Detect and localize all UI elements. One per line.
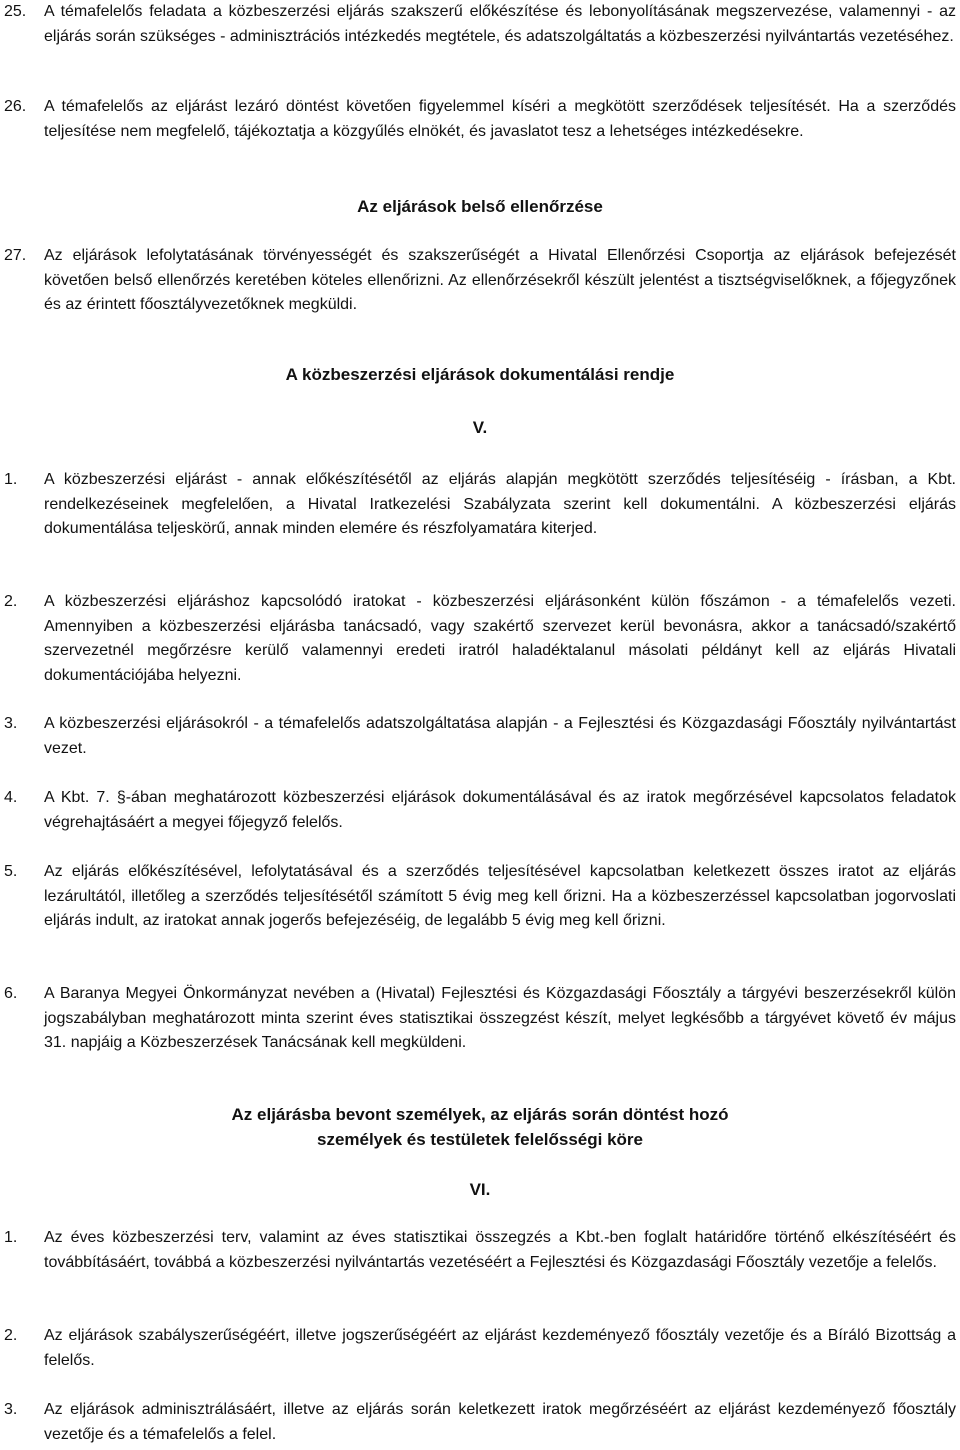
- section-heading-documentation: A közbeszerzési eljárások dokumentálási rendje: [285, 365, 675, 384]
- section-heading-responsibility-line-1: Az eljárásba bevont személyek, az eljárás során döntést hozó: [231, 1105, 729, 1124]
- paragraph-text: Az eljárások szabályszerűségéért, illetve jogszerűségéért az eljárást kezdeményező főosztály vezetője és a Bíráló Bizottság a felelős.: [44, 1327, 956, 1369]
- paragraph-text: A közbeszerzési eljárásokról - a témafelelős adatszolgáltatása alapján - a Fejlesztési és Közgazdasági Főosztály nyilvántartást vezet.: [44, 715, 956, 757]
- paragraph-text: A közbeszerzési eljáráshoz kapcsolódó iratokat - közbeszerzési eljárásonként külön főszámon - a témafelelős vezeti. Amennyiben a közbeszerzési eljárásba tanácsadó, vagy szakértő szervezet kerül bevonásra, akkor a tanácsadó/szakértő szervezetnél megőrzésre kerülő valamennyi eredeti iratról haladéktalanul másolati példányt kell az eljárás Hivatali dokumentációjába helyezni.: [44, 593, 956, 684]
- paragraph-text: Az éves közbeszerzési terv, valamint az éves statisztikai összegzés a Kbt.-ben foglalt határidőre történő elkészítéséért és továbbításáért, továbbá a közbeszerzési nyilvántartás vezetéséért a Fejlesztési és Közgazdasági Főosztály vezetője a felelős.: [44, 1229, 956, 1271]
- paragraph-number: 1.: [4, 1229, 18, 1246]
- section-heading-internal-audit: Az eljárások belső ellenőrzése: [357, 197, 603, 216]
- paragraph-text: A témafelelős az eljárást lezáró döntést követően figyelemmel kíséri a megkötött szerződések teljesítését. Ha a szerződés teljesítése nem megfelelő, tájékoztatja a közgyűlés elnökét, és javaslatot tesz a lehetséges intézkedésekre.: [44, 98, 956, 140]
- paragraph-number: 26.: [4, 98, 27, 115]
- chapter-number-v: V.: [472, 418, 488, 437]
- paragraph-text: A Kbt. 7. §-ában meghatározott közbeszerzési eljárások dokumentálásával és az iratok megőrzésével kapcsolatos feladatok végrehajtásáért a megyei főjegyző felelős.: [44, 789, 956, 831]
- paragraph-number: 2.: [4, 593, 18, 610]
- paragraph-text: Az eljárások lefolytatásának törvényességét és szakszerűségét a Hivatal Ellenőrzési Csoportja az eljárások befejezését követően belső ellenőrzés keretében köteles ellenőrizni. Az ellenőrzésekről készült jelentést a tisztségviselőknek, a főjegyzőnek és az érintett főosztályvezetőknek megküldi.: [44, 247, 956, 313]
- paragraph-number: 3.: [4, 1401, 18, 1418]
- paragraph-number: 2.: [4, 1327, 18, 1344]
- paragraph-number: 4.: [4, 789, 18, 806]
- paragraph-number: 6.: [4, 985, 18, 1002]
- paragraph-text: Az eljárások adminisztrálásáért, illetve az eljárás során keletkezett iratok megőrzéséért az eljárást kezdeményező főosztály vezetője és a témafelelős a felel.: [44, 1401, 956, 1443]
- paragraph-number: 27.: [4, 247, 27, 264]
- paragraph-text: A Baranya Megyei Önkormányzat nevében a (Hivatal) Fejlesztési és Közgazdasági Főosztály a tárgyévi beszerzésekről külön jogszabályban meghatározott minta szerint éves statisztikai összegzést készít, melyet legkésőbb a tárgyévet követő év május 31. napjáig a Közbeszerzések Tanácsának kell megküldeni.: [44, 985, 956, 1051]
- paragraph-number: 25.: [4, 3, 27, 20]
- paragraph-number: 1.: [4, 471, 18, 488]
- paragraph-text: Az eljárás előkészítésével, lefolytatásával és a szerződés teljesítésével kapcsolatban keletkezett összes iratot az eljárás lezárultától, illetőleg a szerződés teljesítésétől számított 5 évig meg kell őrizni. Ha a közbeszerzéssel kapcsolatban jogorvoslati eljárás indult, az iratokat annak jogerős befejezéséig, de legalább 5 évig meg kell őrizni.: [44, 863, 956, 929]
- section-heading-responsibility-line-2: személyek és testületek felelősségi köre: [316, 1130, 643, 1149]
- paragraph-text: A közbeszerzési eljárást - annak előkészítésétől az eljárás alapján megkötött szerződés teljesítéséig - írásban, a Kbt. rendelkezéseinek megfelelően, a Hivatal Iratkezelési Szabályzata szerint kell dokumentálni. A közbeszerzési eljárás dokumentálása teljeskörű, annak minden elemére és részfolyamatára kiterjed.: [44, 471, 956, 537]
- paragraph-number: 5.: [4, 863, 18, 880]
- chapter-number-vi: VI.: [469, 1180, 491, 1199]
- paragraph-text: A témafelelős feladata a közbeszerzési eljárás szakszerű előkészítése és lebonyolításának megszervezése, valamennyi - az eljárás során szükséges - adminisztrációs intézkedés megtétele, és adatszolgáltatás a közbeszerzési nyilvántartás vezetéséhez.: [44, 3, 956, 45]
- paragraph-number: 3.: [4, 715, 18, 732]
